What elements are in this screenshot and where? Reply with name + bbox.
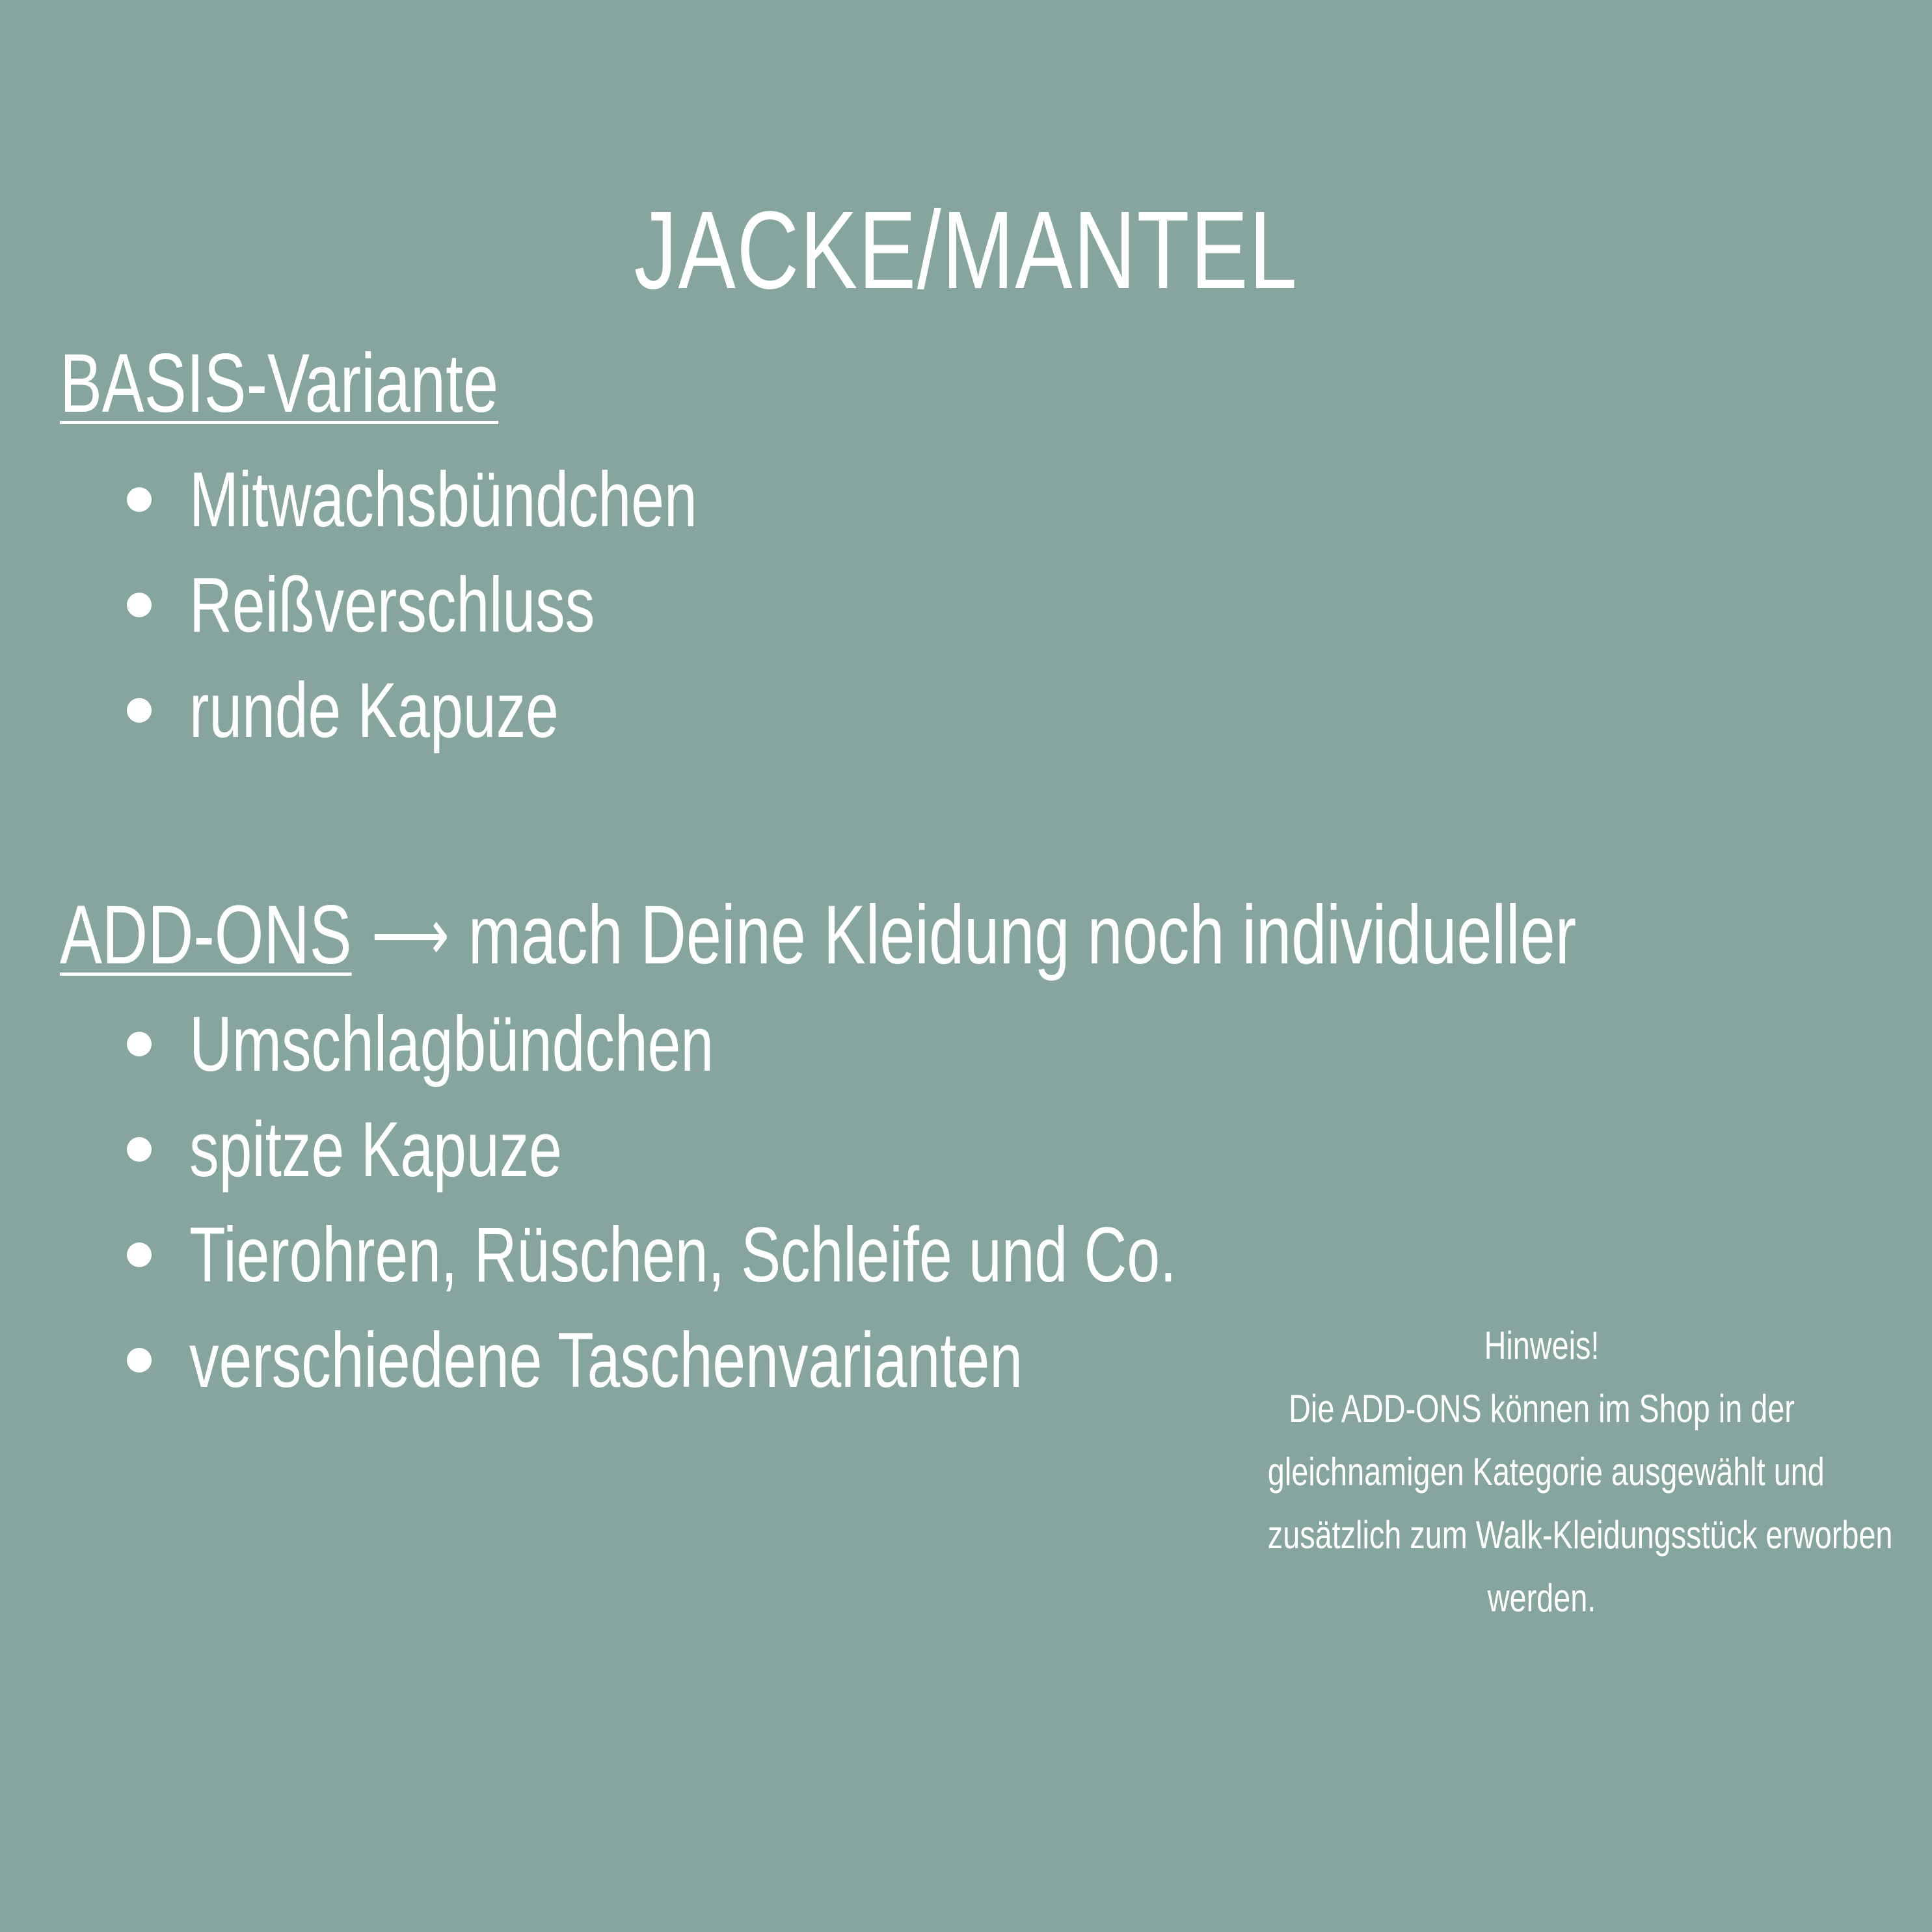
list-item-label: Mitwachsbündchen — [189, 456, 697, 543]
list-item-label: spitze Kapuze — [189, 1106, 562, 1193]
hint-text-line: Die ADD-ONS können im Shop in der — [1289, 1387, 1795, 1430]
hint-text-line: gleichnamigen Kategorie ausgewählt und — [1267, 1450, 1825, 1494]
bullet-icon — [127, 698, 152, 723]
hint-text-line: zusätzlich zum Walk-Kleidungsstück erworben — [1267, 1513, 1893, 1557]
addons-heading-label: ADD-ONS — [60, 889, 352, 982]
bullet-icon — [127, 1137, 152, 1162]
arrow-right-icon: ⟶ — [371, 895, 449, 975]
bullet-icon — [127, 487, 152, 512]
list-item-label: verschiedene Taschenvarianten — [189, 1317, 1023, 1404]
bullet-icon — [127, 1348, 152, 1373]
list-item-label: Tierohren, Rüschen, Schleife und Co. — [189, 1211, 1177, 1298]
addons-subtitle: mach Deine Kleidung noch individueller — [468, 889, 1577, 982]
hint-note — [1190, 1314, 1893, 1630]
bullet-icon — [127, 593, 152, 617]
bullet-icon — [127, 1242, 152, 1267]
list-item-label: Umschlagbündchen — [189, 1000, 714, 1088]
addons-heading — [60, 890, 1576, 985]
hint-text-line: werden. — [1487, 1576, 1596, 1620]
basis-heading — [60, 338, 498, 429]
page-title: JACKE/MANTEL — [634, 189, 1298, 312]
hint-title: Hinweis! — [1484, 1324, 1600, 1367]
basis-heading-label: BASIS-Variante — [60, 337, 499, 430]
bullet-icon — [127, 1032, 152, 1056]
list-item-label: Reißverschluss — [189, 561, 595, 649]
list-item-label: runde Kapuze — [189, 667, 559, 754]
